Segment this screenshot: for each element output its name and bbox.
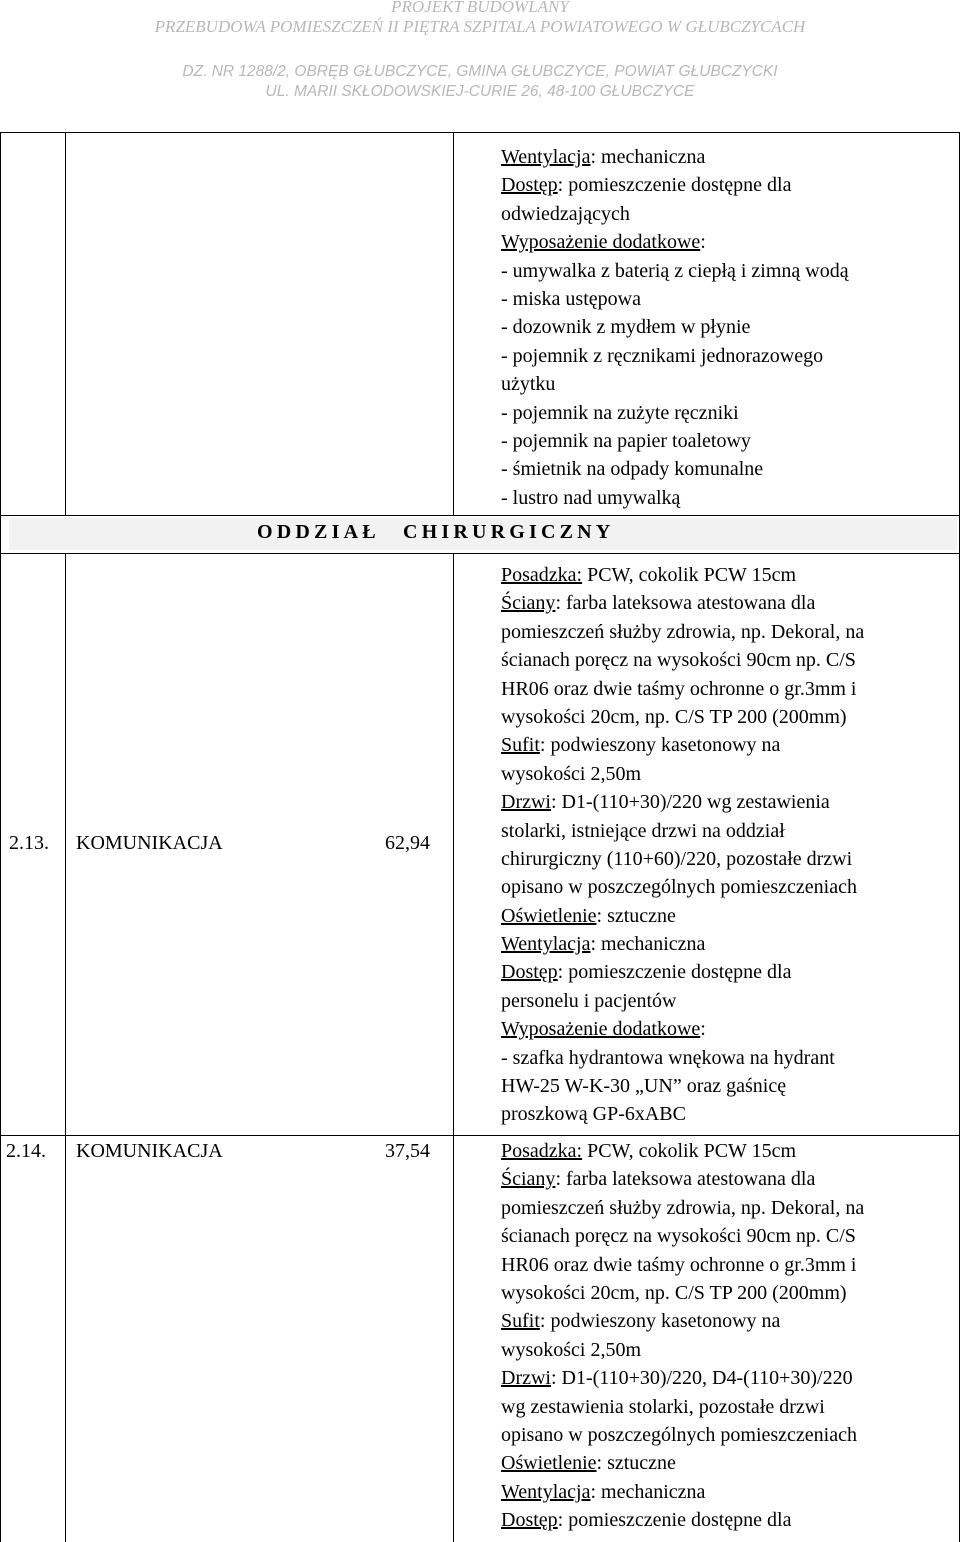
field-value: : podwieszony kasetonowy na	[539, 734, 781, 757]
room-number: 2.13.	[9, 832, 49, 854]
field-label: Dostęp	[501, 174, 558, 197]
room-area: 62,94	[385, 832, 430, 854]
description-line	[501, 1015, 864, 1043]
field-label: Wyposażenie dodatkowe	[501, 1018, 701, 1041]
field-value: : mechaniczna	[590, 146, 706, 168]
field-value: : mechaniczna	[590, 933, 706, 956]
description-line	[501, 313, 849, 341]
header-address: UL. MARII SKŁODOWSKIEJ-CURIE 26, 48-100 GŁUBCZYCE	[265, 83, 695, 100]
field-value: : sztuczne	[596, 904, 676, 927]
description-line	[501, 845, 864, 873]
room-area: 37,54	[385, 1140, 430, 1162]
description-line	[501, 1393, 864, 1421]
field-value: : D1-(110+30)/220 wg zestawienia	[550, 791, 830, 814]
description-line	[501, 1336, 864, 1364]
field-value: HR06 oraz dwie taśmy ochronne o gr.3mm i	[501, 677, 857, 700]
field-value: - lustro nad umywalką	[501, 486, 681, 509]
description-line	[501, 1251, 864, 1279]
header-project-title: PRZEBUDOWA POMIESZCZEŃ II PIĘTRA SZPITALA POWIATOWEGO W GŁUBCZYCACH	[154, 17, 806, 36]
field-value: ścianach poręcz na wysokości 90cm np. C/S	[501, 1225, 856, 1248]
room-description	[501, 561, 864, 1129]
field-value: - dozownik z mydłem w płynie	[501, 316, 751, 339]
field-value: - pojemnik z ręcznikami jednorazowego	[501, 344, 824, 367]
description-line	[501, 788, 864, 816]
field-value: użytku	[501, 373, 556, 396]
description-line	[501, 646, 864, 674]
description-line	[501, 285, 849, 313]
field-value: : pomieszczenie dostępne dla	[557, 961, 792, 984]
description-line	[501, 200, 849, 228]
room-description-continued	[501, 143, 849, 512]
field-value: : farba lateksowa atestowana dla	[555, 1168, 816, 1191]
description-line	[501, 143, 849, 171]
description-line	[501, 1100, 864, 1128]
field-value: PCW, cokolik PCW 15cm	[582, 564, 796, 586]
description-line	[501, 1222, 864, 1250]
description-line	[501, 370, 849, 398]
section-title: ODDZIAŁ CHIRURGICZNY	[257, 521, 615, 543]
field-value: personelu i pacjentów	[501, 989, 677, 1012]
field-value: wysokości 2,50m	[501, 762, 641, 785]
room-name: KOMUNIKACJA	[76, 832, 223, 854]
field-value: wysokości 20cm, np. C/S TP 200 (200mm)	[501, 1281, 847, 1304]
description-line	[501, 760, 864, 788]
field-value: - pojemnik na papier toaletowy	[501, 429, 751, 452]
field-label: Dostęp	[501, 961, 558, 984]
room-description	[501, 1137, 864, 1534]
field-value: wysokości 2,50m	[501, 1338, 641, 1361]
field-value: pomieszczeń służby zdrowia, np. Dekoral, na	[501, 620, 865, 643]
header-plot-info: DZ. NR 1288/2, OBRĘB GŁUBCZYCE, GMINA GŁUBCZYCE, POWIAT GŁUBCZYCKI	[182, 63, 778, 80]
field-value: HW-25 W-K-30 „UN” oraz gaśnicę	[501, 1075, 787, 1098]
field-value: : D1-(110+30)/220, D4-(110+30)/220	[550, 1367, 853, 1390]
field-value: :	[700, 231, 706, 254]
field-value: : podwieszony kasetonowy na	[539, 1310, 781, 1333]
description-line	[501, 987, 864, 1015]
field-label: Drzwi	[501, 791, 551, 814]
field-label: Dostęp	[501, 1509, 558, 1532]
field-value: - umywalka z baterią z ciepłą i zimną wodą	[501, 259, 849, 282]
field-value: opisano w poszczególnych pomieszczeniach	[501, 876, 857, 899]
description-line	[501, 1421, 864, 1449]
description-line	[501, 1449, 864, 1477]
field-label: Ściany	[501, 592, 556, 615]
description-line	[501, 902, 864, 930]
room-number: 2.14.	[6, 1140, 46, 1162]
field-value: odwiedzających	[501, 202, 630, 225]
field-value: : mechaniczna	[590, 1480, 706, 1503]
description-line	[501, 257, 849, 285]
field-value: - śmietnik na odpady komunalne	[501, 458, 764, 481]
field-value: : sztuczne	[596, 1452, 676, 1475]
description-line	[501, 873, 864, 901]
description-line	[501, 484, 849, 512]
section-heading	[9, 518, 957, 550]
field-value: ścianach poręcz na wysokości 90cm np. C/S	[501, 649, 856, 672]
description-line	[501, 1072, 864, 1100]
field-value: chirurgiczny (110+60)/220, pozostałe drzwi	[501, 847, 853, 870]
description-line	[501, 618, 864, 646]
description-line	[501, 1137, 864, 1165]
description-line	[501, 1194, 864, 1222]
field-label: Sufit	[501, 734, 540, 757]
header-project-type: PROJEKT BUDOWLANY	[391, 0, 569, 16]
field-value: - szafka hydrantowa wnękowa na hydrant	[501, 1046, 835, 1069]
description-line	[501, 399, 849, 427]
description-line	[501, 1307, 864, 1335]
field-label: Oświetlenie	[501, 904, 597, 927]
description-line	[501, 589, 864, 617]
description-line	[501, 342, 849, 370]
description-line	[501, 455, 849, 483]
field-value: proszkową GP-6xABC	[501, 1103, 686, 1126]
field-label: Sufit	[501, 1310, 540, 1333]
field-label: Posadzka:	[501, 1140, 583, 1162]
description-line	[501, 171, 849, 199]
description-line	[501, 675, 864, 703]
description-line	[501, 817, 864, 845]
field-value: HR06 oraz dwie taśmy ochronne o gr.3mm i	[501, 1253, 857, 1276]
description-line	[501, 427, 849, 455]
description-line	[501, 1506, 864, 1534]
field-value: : farba lateksowa atestowana dla	[555, 592, 816, 615]
field-value: opisano w poszczególnych pomieszczeniach	[501, 1423, 857, 1446]
field-value: : pomieszczenie dostępne dla	[557, 1509, 792, 1532]
room-name: KOMUNIKACJA	[76, 1140, 223, 1162]
field-value: - miska ustępowa	[501, 287, 641, 310]
description-line	[501, 1478, 864, 1506]
description-line	[501, 731, 864, 759]
field-value: stolarki, istniejące drzwi na oddział	[501, 819, 785, 842]
description-line	[501, 561, 864, 589]
field-value: wysokości 20cm, np. C/S TP 200 (200mm)	[501, 705, 847, 728]
field-label: Wentylacja	[501, 933, 591, 956]
field-label: Drzwi	[501, 1367, 551, 1390]
field-label: Wentylacja	[501, 1480, 591, 1503]
field-label: Ściany	[501, 1168, 556, 1191]
description-line	[501, 703, 864, 731]
field-label: Oświetlenie	[501, 1452, 597, 1475]
description-line	[501, 958, 864, 986]
description-line	[501, 1165, 864, 1193]
field-label: Wyposażenie dodatkowe	[501, 231, 701, 254]
field-label: Posadzka:	[501, 564, 583, 586]
description-line	[501, 228, 849, 256]
field-value: PCW, cokolik PCW 15cm	[582, 1140, 796, 1162]
field-value: pomieszczeń służby zdrowia, np. Dekoral, na	[501, 1196, 865, 1219]
field-value: : pomieszczenie dostępne dla	[557, 174, 792, 197]
field-value: :	[700, 1018, 706, 1041]
description-line	[501, 1279, 864, 1307]
field-label: Wentylacja	[501, 146, 591, 168]
description-line	[501, 1364, 864, 1392]
description-line	[501, 930, 864, 958]
description-line	[501, 1044, 864, 1072]
field-value: wg zestawienia stolarki, pozostałe drzwi	[501, 1395, 825, 1418]
field-value: - pojemnik na zużyte ręczniki	[501, 401, 739, 424]
